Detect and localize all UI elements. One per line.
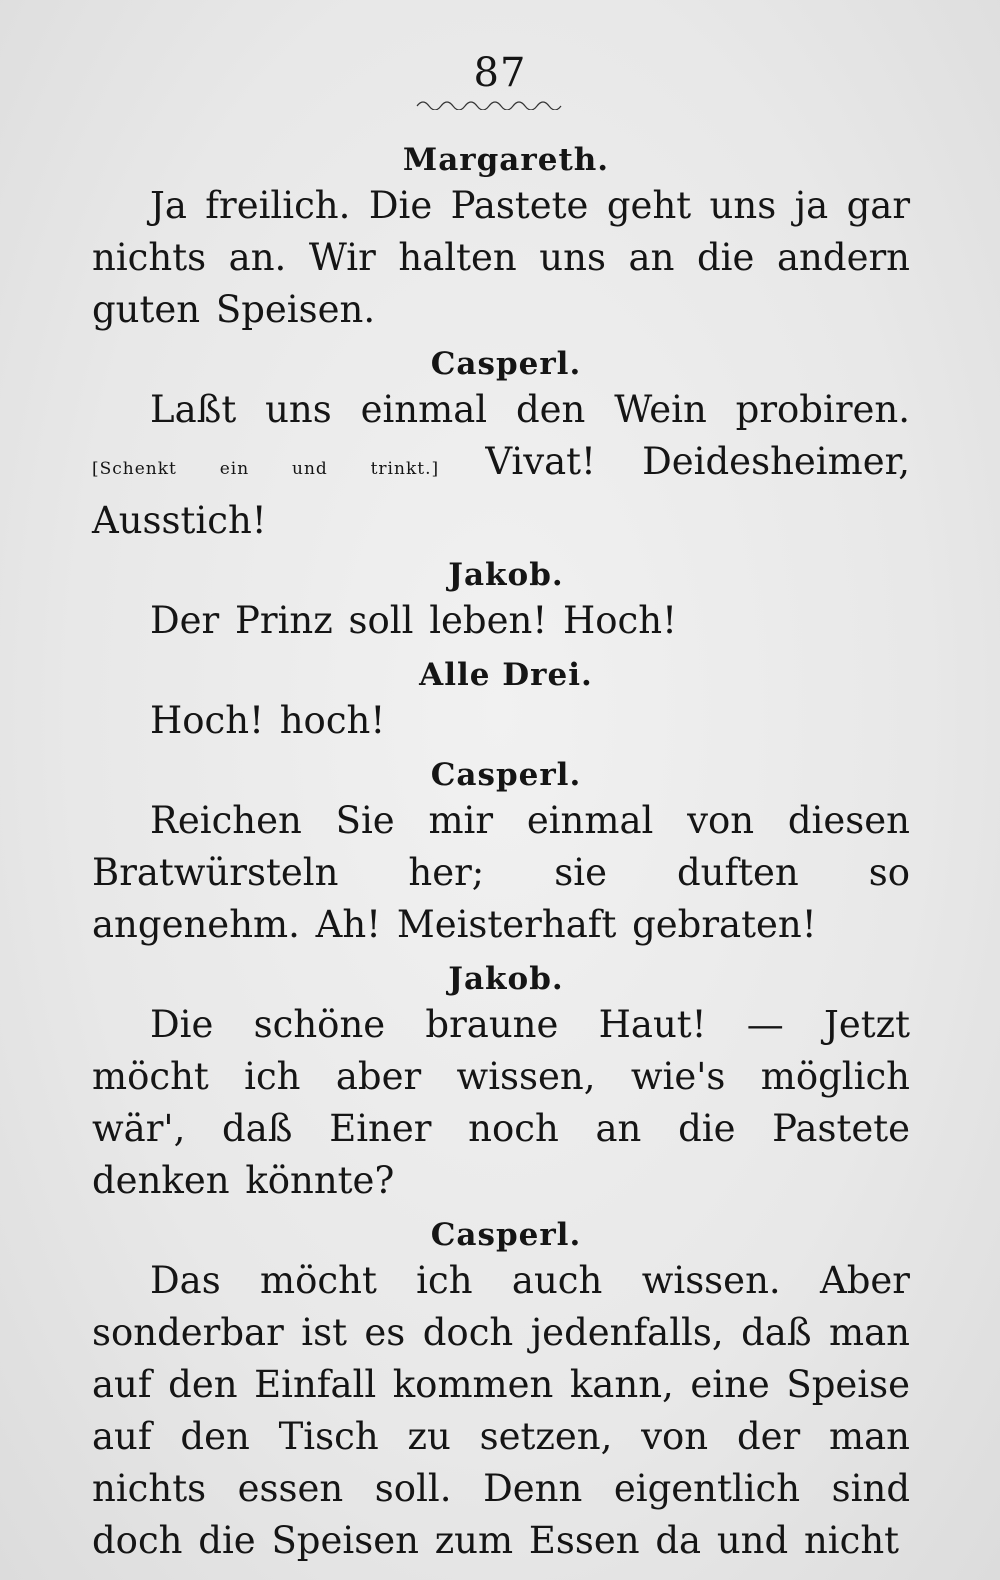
speech-text: Das möcht ich auch wissen. Aber sonderbar ist es doch jedenfalls, daß man auf den Einfall kommen kann, eine Speise auf den Tisch zu setzen, von der man nichts essen soll. Denn eigentlich sind doch die Speisen zum Essen da und nicht: [92, 1259, 910, 1562]
speech-text: Ja freilich. Die Pastete geht uns ja gar nichts an. Wir halten uns an die andern guten Speisen.: [92, 184, 910, 331]
stage-direction: [Schenkt ein und trinkt.]: [92, 459, 440, 479]
ornament-rule: [415, 96, 565, 110]
speech-part: Laßt uns einmal den Wein probiren.: [150, 388, 910, 431]
speech-text: [92, 384, 910, 547]
speaker-name: Casperl.: [430, 757, 582, 793]
page-number: 87: [473, 50, 527, 96]
speaker-name: Casperl.: [430, 1217, 582, 1253]
speaker-name: Casperl.: [430, 346, 582, 382]
play-text: [92, 140, 910, 1575]
speaker-name: Jakob.: [448, 961, 564, 997]
speaker-name: Margareth.: [402, 142, 610, 178]
speech-text: Die schöne braune Haut! — Jetzt möcht ich aber wissen, wie's möglich wär', daß Einer noch an die Pastete denken könnte?: [92, 1003, 910, 1202]
speaker-name: Jakob.: [448, 557, 564, 593]
speech-text: Hoch! hoch!: [150, 699, 386, 742]
speech-text: Der Prinz soll leben! Hoch!: [150, 599, 677, 642]
speech-part: Vivat! Deidesheimer, Ausstich!: [92, 440, 910, 542]
speech-text: Reichen Sie mir einmal von diesen Bratwürsteln her; sie duften so angenehm. Ah! Meisterhaft gebraten!: [92, 799, 910, 946]
speaker-name: Alle Drei.: [419, 657, 593, 693]
